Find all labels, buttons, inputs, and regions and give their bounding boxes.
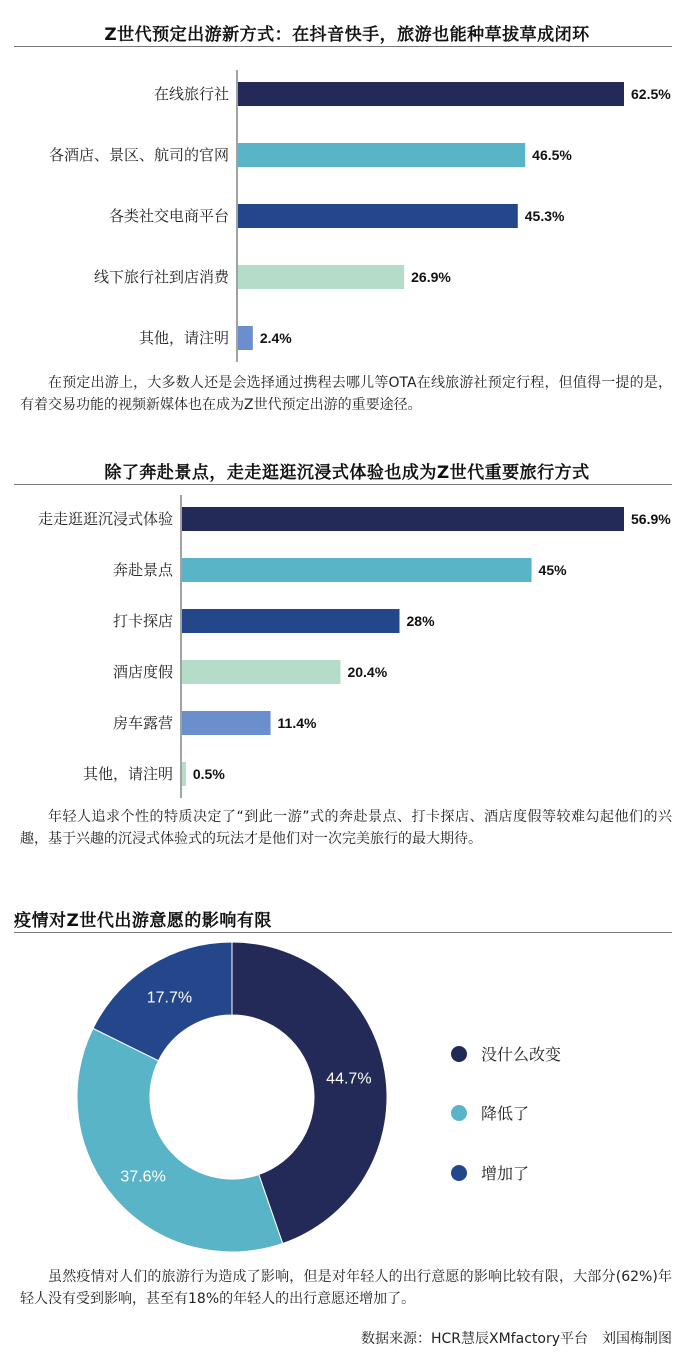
chart2-bar-chart [0, 492, 694, 804]
chart2-bar [182, 507, 624, 531]
chart2-caption: 年轻人追求个性的特质决定了“到此一游”式的奔赴景点、打卡探店、酒店度假等较难勾起他们的兴趣，基于兴趣的沉浸式体验式的玩法才是他们对一次完美旅行的最大期待。 [20, 809, 672, 847]
chart1-caption: 在预定出游上，大多数人还是会选择通过携程去哪儿等OTA在线旅游社预定行程，但值得一提的是，有着交易功能的视频新媒体也在成为Z世代预定出游的重要途径。 [20, 375, 672, 413]
chart2-value-label: 20.4% [347, 664, 388, 680]
chart2-bar [182, 609, 400, 633]
chart1-bar [238, 143, 525, 167]
chart2-category-label: 其他，请注明 [82, 765, 173, 783]
chart2-bar [182, 711, 271, 735]
chart2-value-label: 56.9% [631, 511, 671, 527]
legend-label: 增加了 [481, 1164, 530, 1183]
legend-swatch [451, 1105, 467, 1121]
legend-swatch [451, 1165, 467, 1181]
chart1-category-label: 在线旅行社 [153, 85, 229, 103]
chart1-value-label: 46.5% [532, 147, 572, 163]
chart1-value-label: 62.5% [631, 86, 671, 102]
chart3-title-divider [14, 932, 672, 933]
chart2-category-label: 走走逛逛沉浸式体验 [37, 510, 173, 528]
chart3-donut-chart [0, 940, 694, 1260]
chart3-slice-label: 17.7% [146, 989, 193, 1007]
chart3-slice [77, 1028, 283, 1252]
chart2-value-label: 11.4% [277, 715, 317, 731]
chart2-value-label: 0.5% [192, 766, 225, 782]
chart2-title-divider [14, 484, 672, 485]
chart2-bar [182, 558, 532, 582]
chart1-bar [238, 265, 404, 289]
chart2-category-label: 打卡探店 [112, 612, 173, 630]
legend-swatch [451, 1046, 467, 1062]
chart1-value-label: 26.9% [411, 269, 451, 285]
chart1-category-label: 线下旅行社到店消费 [93, 268, 229, 286]
source-credit: 数据来源：HCR慧辰XMfactory平台 刘国梅制图 [360, 1331, 672, 1347]
chart1-bar [238, 326, 253, 350]
chart1-category-label: 其他，请注明 [138, 329, 229, 347]
chart1-title: Z世代预定出游新方式：在抖音快手，旅游也能种草拔草成闭环 [104, 25, 590, 45]
chart2-category-label: 酒店度假 [112, 663, 173, 681]
legend-label: 没什么改变 [481, 1045, 562, 1064]
chart2-title: 除了奔赴景点，走走逛逛沉浸式体验也成为Z世代重要旅行方式 [104, 463, 590, 483]
chart1-value-label: 2.4% [259, 330, 292, 346]
chart2-value-label: 28% [406, 613, 435, 629]
chart2-category-label: 奔赴景点 [112, 561, 173, 579]
chart3-caption: 虽然疫情对人们的旅游行为造成了影响，但是对年轻人的出行意愿的影响比较有限，大部分(62%)年轻人没有受到影响，甚至有18%的年轻人的出行意愿还增加了。 [20, 1269, 672, 1307]
chart1-category-label: 各类社交电商平台 [108, 207, 229, 225]
chart2-bar [182, 762, 186, 786]
chart3-title: 疫情对Z世代出游意愿的影响有限 [14, 911, 272, 931]
chart3-slice-label: 37.6% [120, 1168, 166, 1186]
chart3-slice-label: 44.7% [326, 1070, 372, 1088]
chart1-bar-chart [0, 60, 694, 370]
chart1-category-label: 各酒店、景区、航司的官网 [48, 146, 229, 164]
chart2-category-label: 房车露营 [112, 714, 173, 732]
chart1-bar [238, 204, 518, 228]
chart2-value-label: 45% [538, 562, 567, 578]
chart1-value-label: 45.3% [524, 208, 565, 224]
chart1-bar [238, 82, 624, 106]
chart2-bar [182, 660, 340, 684]
chart1-title-divider [14, 46, 672, 47]
legend-label: 降低了 [481, 1104, 530, 1123]
